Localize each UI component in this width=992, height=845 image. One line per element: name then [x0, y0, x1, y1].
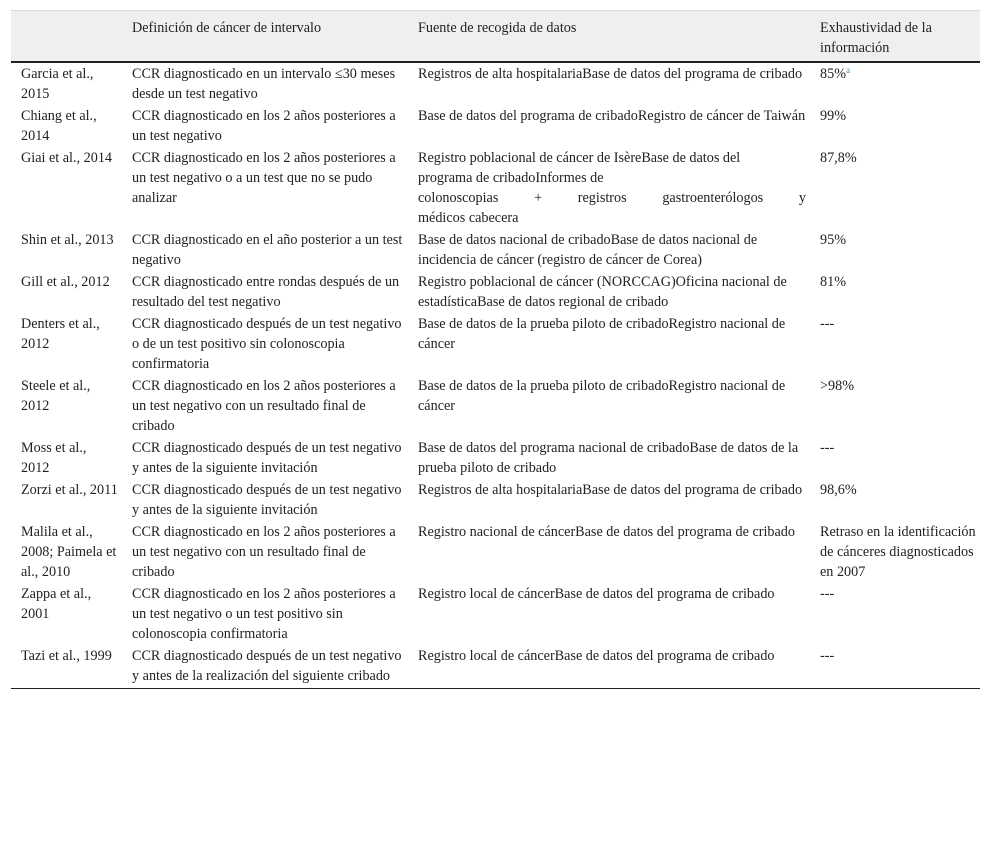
study-cell: Zappa et al., 2001	[21, 586, 92, 622]
table-container	[11, 10, 980, 689]
definition-cell: CCR diagnosticado en un intervalo ≤30 meses desde un test negativo	[132, 66, 396, 102]
definition-cell: CCR diagnosticado después de un test negativo y antes de la siguiente invitación	[132, 440, 402, 476]
table-row	[11, 645, 980, 689]
header-source: Fuente de recogida de datos	[408, 11, 810, 63]
table-row	[11, 479, 980, 521]
source-cell: Base de datos nacional de cribadoBase de datos nacional de incidencia de cáncer (registro de cáncer de Corea)	[418, 232, 758, 268]
table-row	[11, 375, 980, 437]
table-row	[11, 271, 980, 313]
completeness-cell	[810, 437, 980, 479]
completeness-value: ---	[820, 586, 835, 602]
study-cell: Steele et al., 2012	[21, 378, 91, 414]
source-cell: Registro local de cáncerBase de datos del programa de cribado	[408, 645, 810, 689]
table-header	[11, 11, 980, 63]
source-cell: Base de datos de la prueba piloto de cribadoRegistro nacional de cáncer	[418, 378, 786, 414]
definition-cell: CCR diagnosticado entre rondas después de un resultado del test negativo	[132, 274, 400, 310]
completeness-value: ---	[820, 316, 835, 332]
study-cell: Gill et al., 2012	[21, 274, 110, 290]
source-cell: Registros de alta hospitalariaBase de datos del programa de cribado	[418, 482, 803, 498]
completeness-cell	[810, 645, 980, 689]
source-cell: Base de datos del programa nacional de cribadoBase de datos de la prueba piloto de cribado	[418, 440, 799, 476]
completeness-value: ---	[820, 440, 835, 456]
definition-cell: CCR diagnosticado en el año posterior a un test negativo	[132, 232, 403, 268]
definition-cell: CCR diagnosticado en los 2 años posteriores a un test negativo con un resultado final de cribado	[132, 378, 396, 434]
table-row	[11, 105, 980, 147]
table-row	[11, 313, 980, 375]
definition-cell: CCR diagnosticado en los 2 años posteriores a un test negativo o a un test que no se pudo analizar	[132, 150, 396, 206]
table-row	[11, 229, 980, 271]
source-cell: Base de datos del programa de cribadoRegistro de cáncer de Taiwán	[418, 108, 806, 124]
completeness-value: 99%	[820, 108, 847, 124]
completeness-cell	[810, 583, 980, 645]
study-cell: Giai et al., 2014	[21, 150, 113, 166]
completeness-value: 98,6%	[820, 482, 857, 498]
completeness-value: 95%	[820, 232, 847, 248]
completeness-cell	[810, 521, 980, 583]
definition-cell: CCR diagnosticado en los 2 años posteriores a un test negativo o un test positivo sin colonoscopia confirmatoria	[132, 586, 396, 642]
definition-cell: CCR diagnosticado después de un test negativo y antes de la siguiente invitación	[132, 482, 402, 518]
study-cell: Garcia et al., 2015	[21, 66, 94, 102]
table-row	[11, 437, 980, 479]
source-cell: Registro local de cáncerBase de datos del programa de cribado	[418, 586, 775, 602]
completeness-cell	[810, 375, 980, 437]
header-definition: Definición de cáncer de intervalo	[122, 11, 408, 63]
study-cell: Malila et al., 2008; Paimela et al., 2010	[21, 524, 117, 580]
source-cell: Registro poblacional de cáncer (NORCCAG)Oficina nacional de estadísticaBase de datos regional de cribado	[418, 274, 787, 310]
source-cell: Registros de alta hospitalariaBase de datos del programa de cribado	[418, 66, 803, 82]
table-row	[11, 147, 980, 229]
completeness-value: 85%	[820, 66, 847, 82]
header-row	[11, 11, 980, 63]
study-cell: Shin et al., 2013	[21, 232, 114, 248]
footnote-link[interactable]: a	[846, 65, 851, 75]
header-completeness: Exhaustividad de la información	[810, 11, 980, 63]
completeness-value: Retraso en la identificación de cánceres diagnosticados en 2007	[820, 524, 976, 580]
completeness-value: 87,8%	[820, 150, 857, 166]
source-line: colonoscopias + registros gastroenterólogos y	[418, 190, 806, 206]
completeness-cell	[810, 313, 980, 375]
table-row	[11, 521, 980, 583]
completeness-value: 81%	[820, 274, 847, 290]
study-cell: Chiang et al., 2014	[21, 108, 97, 144]
completeness-cell	[810, 147, 980, 229]
source-cell: Registro nacional de cáncerBase de datos del programa de cribado	[418, 524, 795, 540]
definition-cell: CCR diagnosticado después de un test negativo y antes de la realización del siguiente cribado	[122, 645, 408, 689]
completeness-value: >98%	[820, 378, 855, 394]
interval-cancer-table	[11, 10, 980, 689]
table-row	[11, 583, 980, 645]
completeness-cell	[810, 229, 980, 271]
source-line: médicos cabecera	[418, 210, 519, 226]
study-cell: Tazi et al., 1999	[11, 645, 122, 689]
table-row	[11, 62, 980, 105]
definition-cell: CCR diagnosticado en los 2 años posteriores a un test negativo	[132, 108, 396, 144]
table-body	[11, 62, 980, 689]
definition-cell: CCR diagnosticado en los 2 años posteriores a un test negativo con un resultado final de cribado	[132, 524, 396, 580]
header-study	[11, 11, 122, 63]
definition-cell: CCR diagnosticado después de un test negativo o de un test positivo sin colonoscopia confirmatoria	[132, 316, 402, 372]
study-cell: Zorzi et al., 2011	[21, 482, 118, 498]
completeness-cell	[810, 105, 980, 147]
completeness-cell	[810, 479, 980, 521]
source-line: Registro poblacional de cáncer de IsèreBase de datos del	[418, 150, 741, 166]
source-line: programa de cribadoInformes de	[418, 170, 604, 186]
completeness-cell	[810, 271, 980, 313]
source-cell: Base de datos de la prueba piloto de cribadoRegistro nacional de cáncer	[418, 316, 786, 352]
source-cell	[408, 147, 810, 229]
study-cell: Moss et al., 2012	[21, 440, 87, 476]
completeness-value: ---	[820, 648, 835, 664]
study-cell: Denters et al., 2012	[21, 316, 100, 352]
completeness-cell	[810, 62, 980, 105]
